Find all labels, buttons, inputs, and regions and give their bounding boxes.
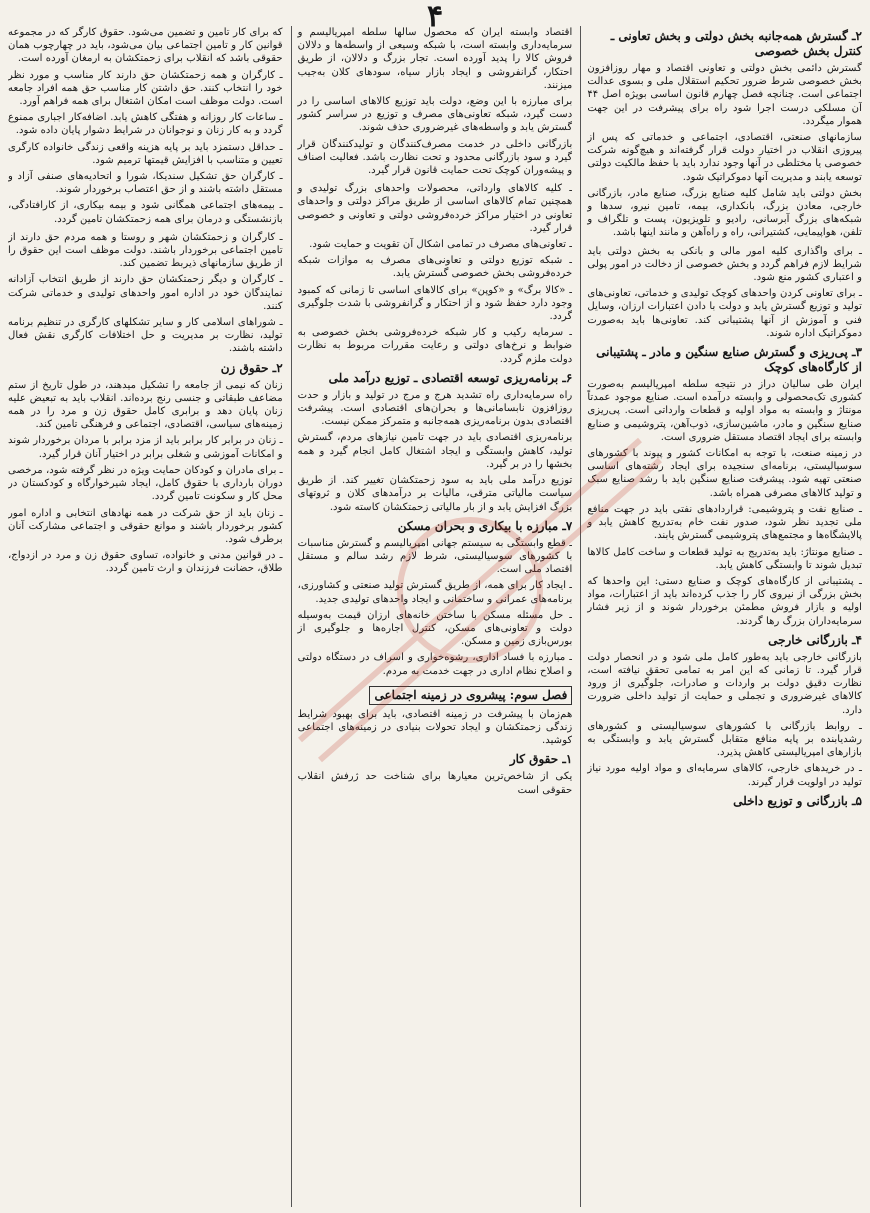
- article-section: [587, 794, 862, 809]
- paragraph: ایران طی سالیان دراز در نتیجه سلطه امپریالیسم به‌صورت کشوری تک‌محصولی و وابسته درآمده است. صنایع موجود عمدتاً مونتاژ و وابسته به مواد اولیه و قطعات وارداتی است. پی‌ریزی صنایع سنگین و مادر، ماشین‌سازی، ذوب‌آهن، پتروشیمی و صنایع وابسته برای ایجاد اقتصاد مستقل ضروری است.: [587, 379, 862, 443]
- paragraph: ـ زنان در برابر کار برابر باید از مزد برابر با مردان برخوردار شوند و امکانات آموزشی و شغلی برابر در اختیار آنان قرار گیرد.: [7, 435, 283, 460]
- paragraph: ـ برای مادران و کودکان حمایت ویژه در نظر گرفته شود، مرخصی دوران بارداری با حقوق کامل، ایجاد شیرخوارگاه و کودکستان در محل کار و سکونت تامین گردد.: [7, 464, 283, 503]
- section-heading: فصل سوم: پیشروی در زمینه اجتماعی: [369, 686, 572, 705]
- section-heading: ۳ـ پی‌ریزی و گسترش صنایع سنگین و مادر ـ پشتیبانی از کارگاه‌های کوچک: [596, 345, 862, 375]
- section-heading: ۶ـ برنامه‌ریزی توسعه اقتصادی ـ توزیع درآمد ملی: [328, 370, 573, 385]
- paragraph: ـ در قوانین مدنی و خانواده، تساوی حقوق زن و مرد در ازدواج، طلاق، حضانت فرزندان و ارث تامین گردد.: [7, 550, 283, 575]
- paragraph: ـ برای واگذاری کلیه امور مالی و بانکی به بخش دولتی باید شرایط لازم فراهم گردد و بخش خصوصی از دخالت در امور پولی و اعتباری کشور منع شود.: [587, 245, 862, 284]
- section-heading: ۷ـ مبارزه با بیکاری و بحران مسکن: [397, 518, 573, 533]
- article-section: [298, 519, 573, 678]
- paragraph: ـ مبارزه با فساد اداری، رشوه‌خواری و اسراف در دستگاه دولتی و اصلاح نظام اداری در جهت خدمت به مردم.: [297, 652, 573, 677]
- paragraph: ـ پشتیبانی از کارگاه‌های کوچک و صنایع دستی: این واحدها که بخش بزرگی از نیروی کار را جذب کرده‌اند باید از اعتبارات، مواد اولیه و بازار فروش مطمئن برخوردار شوند و از زیر فشار سرمایه‌داران بزرگ رها گردند.: [587, 575, 862, 627]
- paragraph: هم‌زمان با پیشرفت در زمینه اقتصادی، باید برای بهبود شرایط زندگی زحمتکشان و ایجاد تحولات بنیادی در زمینه‌های اجتماعی کوشید.: [297, 708, 573, 747]
- section-heading: ۵ـ بازرگانی و توزیع داخلی: [733, 793, 862, 808]
- text-column: [291, 26, 573, 1207]
- section-heading: ۱ـ حقوق کار: [509, 752, 573, 767]
- paragraph: ـ شبکه توزیع دولتی و تعاونی‌های مصرف به موازات شبکه خرده‌فروشی بخش خصوصی گسترش یابد.: [297, 255, 573, 280]
- paragraph: ـ صنایع نفت و پتروشیمی: قراردادهای نفتی باید در جهت منافع ملی تجدید نظر شود، صدور نفت خام به‌تدریج کاهش یابد و پالایشگاه‌ها و مجتمع‌های پتروشیمی گسترش یابند.: [587, 503, 862, 542]
- paragraph: توزیع درآمد ملی باید به سود زحمتکشان تغییر کند. از طریق سیاست مالیاتی مترقی، مالیات بر درآمدهای کلان و ثروتهای بزرگ افزایش یابد و از بار مالیاتی زحمتکشان کاسته شود.: [297, 475, 573, 513]
- article-section: [298, 371, 573, 514]
- article-section: [587, 245, 862, 340]
- paragraph: ـ کارگران و دیگر زحمتکشان حق دارند از طریق انتخاب آزادانه نمایندگان خود در اداره امور واحدهای تولیدی و خدماتی شرکت کنند.: [7, 274, 283, 312]
- text-column: [8, 26, 283, 1207]
- paragraph: گسترش دائمی بخش دولتی و تعاونی اقتصاد و مهار روزافزون بخش خصوصی شرط ضرور تحکیم استقلال ملی و بسوی عدالت اجتماعی است. چنانچه فصل چهارم قانون اساسی بویژه اصل ۴۴ آن مسلکی درست اجرا شود راه برای پیشرفت در این جهت هموار میگردد.: [587, 63, 862, 127]
- paragraph: در زمینه صنعت، با توجه به امکانات کشور و پیوند با کشورهای سوسیالیستی، برنامه‌ای سنجیده برای ایجاد رشته‌های اساسی صنعتی تهیه شود. پیشرفت صنایع سنگین باید با رشد صنایع سبک و تولید کالاهای مصرفی همراه باشد.: [587, 448, 862, 499]
- paragraph: که برای کار تامین و تضمین می‌شود. حقوق کارگر که در مجموعه قوانین کار و تامین اجتماعی بیان می‌شود، باید در چهارچوب همان حقوقی باشد که انقلاب برای زحمتکشان به ارمغان آورده است.: [7, 27, 283, 65]
- paragraph: ـ برای تعاونی کردن واحدهای کوچک تولیدی و خدماتی، تعاونی‌های تولید و توزیع گسترش یابد و دولت با دادن اعتبارات ارزان، وسایل فنی و آموزش از آنها پشتیبانی کند. تعاونی‌ها باید به‌صورت دموکراتیک اداره شوند.: [587, 288, 862, 339]
- paragraph: ـ کارگران و همه زحمتکشان حق دارند کار مناسب و مورد نظر خود را انتخاب کنند. حق داشتن کار مناسب حق همه افراد جامعه است. دولت موظف است امکان اشتغال برای همه فراهم آورد.: [7, 69, 283, 108]
- paragraph: راه سرمایه‌داری راه تشدید هرج و مرج در تولید و بازار و حدت روزافزون نابسامانی‌ها و بحران‌های اقتصادی است. پیشرفت اقتصادی بدون برنامه‌ریزی همه‌جانبه و متمرکز ممکن نیست.: [297, 389, 573, 428]
- paragraph: ـ صنایع مونتاژ: باید به‌تدریج به تولید قطعات و ساخت کامل کالاها تبدیل شوند تا وابستگی کاهش یابد.: [587, 546, 862, 571]
- paragraph: ـ بیمه‌های اجتماعی همگانی شود و بیمه بیکاری، از کارافتادگی، بازنشستگی و درمان برای همه زحمتکشان تامین گردد.: [7, 200, 283, 225]
- paragraph: ـ روابط بازرگانی با کشورهای سوسیالیستی و کشورهای رشدیابنده بر پایه منافع متقابل گسترش یابد و وابستگی به بازارهای امپریالیستی کاهش پذیرد.: [587, 720, 862, 759]
- paragraph: ـ زنان باید از حق شرکت در همه نهادهای انتخابی و اداره امور کشور برخوردار باشند و موانع حقوقی و اجتماعی مشارکت آنان برطرف شود.: [7, 507, 283, 545]
- paragraph: سازمانهای صنعتی، اقتصادی، اجتماعی و خدماتی که پس از پیروزی انقلاب در اختیار دولت قرار گرفته‌اند و هیچ‌گونه شرکت خصوصی یا مختلطی در آنها وجود ندارد باید با حفظ مالکیت دولتی توسعه یابند و مدیریت آنها دموکراتیک شود.: [587, 132, 862, 183]
- paragraph: ـ در خریدهای خارجی، کالاهای سرمایه‌ای و مواد اولیه مورد نیاز تولید در اولویت قرار گیرند.: [587, 763, 862, 788]
- paragraph: بازرگانی داخلی در خدمت مصرف‌کنندگان و تولیدکنندگان قرار گیرد و سود بازرگانی محدود و تحت نظارت باشد. فعالیت اصناف و پیشه‌وران کوچک تحت حمایت قانون قرار گیرد.: [297, 138, 573, 177]
- paragraph: ـ «کالا برگ» و «کوپن» برای کالاهای اساسی تا زمانی که کمبود وجود دارد حفظ شود و از احتکار و گرانفروشی با شدت جلوگیری گردد.: [297, 284, 573, 323]
- paragraph: زنان که نیمی از جامعه را تشکیل میدهند، در طول تاریخ از ستم مضاعف طبقاتی و جنسی رنج برده‌اند. انقلاب باید به تبعیض علیه زنان پایان دهد و برابری کامل حقوق زن و مرد را در همه زمینه‌های سیاسی، اقتصادی، اجتماعی و فرهنگی تامین کند.: [7, 379, 283, 431]
- paragraph: ـ حل مسئله مسکن با ساختن خانه‌های ارزان قیمت به‌وسیله دولت و تعاونی‌های مسکن، کنترل اجاره‌ها و جلوگیری از بورس‌بازی زمین و مسکن.: [297, 609, 573, 648]
- article-section: [587, 345, 862, 628]
- columns: [8, 26, 862, 1207]
- article-section: [587, 633, 862, 789]
- paragraph: ـ ساعات کار روزانه و هفتگی کاهش یابد. اضافه‌کار اجباری ممنوع گردد و به کار زنان و نوجوانان در شرایط دشوار پایان داده شود.: [7, 112, 283, 137]
- paragraph: ـ قطع وابستگی به سیستم جهانی امپریالیسم و گسترش مناسبات با کشورهای سوسیالیستی، شرط لازم رشد سالم و مستقل اقتصاد ملی است.: [297, 537, 573, 576]
- article-section: [298, 26, 573, 177]
- text-column: [580, 26, 862, 1207]
- paragraph: اقتصاد وابسته ایران که محصول سالها سلطه امپریالیسم و سرمایه‌داری وابسته است، با شبکه وسیعی از واسطه‌ها و دلالان فروش کالا را پدید آورده است. تجار بزرگ و دلالان، از طریق احتکار، گرانفروشی و ایجاد بازار سیاه، سودهای کلان به‌جیب میزنند.: [297, 27, 573, 91]
- paragraph: برای مبارزه با این وضع، دولت باید توزیع کالاهای اساسی را در دست گیرد، شبکه تعاونی‌های مصرف و توزیع در سراسر کشور گسترش یابد و واسطه‌های غیرضروری حذف شوند.: [297, 96, 573, 134]
- page-number: ۴: [426, 0, 444, 34]
- paragraph: ـ کارگران حق تشکیل سندیکا، شورا و اتحادیه‌های صنفی آزاد و مستقل داشته باشند و از حق اعتصاب برخوردار شوند.: [7, 171, 283, 196]
- article-section: [8, 231, 283, 356]
- section-heading: ۲ـ حقوق زن: [220, 360, 283, 375]
- paragraph: ـ شوراهای اسلامی کار و سایر تشکلهای کارگری در تنظیم برنامه تولید، نظارت بر مدیریت و حل اختلافات کارگری نقش فعال داشته باشند.: [7, 317, 283, 355]
- section-heading: ۴ـ بازرگانی خارجی: [768, 632, 862, 647]
- section-heading: ۲ـ گسترش همه‌جانبه بخش دولتی و بخش تعاونی ـ کنترل بخش خصوصی: [610, 29, 862, 58]
- paragraph: ـ کلیه کالاهای وارداتی، محصولات واحدهای بزرگ تولیدی و همچنین تمام کالاهای اساسی از طریق مراکز دولتی و واحدهای تعاونی در اختیار مراکز خرده‌فروشی دولتی و تعاونی و خصوصی قرار گیرد.: [297, 183, 573, 234]
- paragraph: یکی از شاخص‌ترین معیارها برای شناخت حد ژرفش انقلاب حقوقی است: [297, 771, 573, 796]
- article-section: [8, 361, 283, 576]
- article-section: [298, 752, 573, 796]
- paragraph: ـ حداقل دستمزد باید بر پایه هزینه واقعی زندگی خانواده کارگری تعیین و متناسب با افزایش قیمتها ترمیم شود.: [7, 141, 283, 166]
- paragraph: ـ کارگران و زحمتکشان شهر و روستا و همه مردم حق دارند از تامین اجتماعی برخوردار باشند. دولت موظف است این حقوق را از طریق سازمانهای ذیربط تضمین کند.: [7, 231, 283, 270]
- paragraph: ـ تعاونی‌های مصرف در تمامی اشکال آن تقویت و حمایت شود.: [309, 239, 573, 251]
- article-section: [298, 683, 573, 748]
- article-section: [298, 182, 573, 366]
- paragraph: بازرگانی خارجی باید به‌طور کامل ملی شود و در انحصار دولت قرار گیرد. تا زمانی که این امر به تمامی تحقق نیافته است، نظارت دقیق دولت بر واردات و صادرات، جلوگیری از ورود کالاهای غیرضروری و تجملی و حمایت از تولید داخلی ضرورت دارد.: [587, 651, 862, 716]
- article-section: [587, 29, 862, 240]
- paragraph: ـ سرمایه رکیب و کار شبکه خرده‌فروشی بخش خصوصی به ضوابط و نرخ‌های دولتی و رعایت مقررات مربوط به نظارت دولت ملزم گردد.: [297, 327, 573, 365]
- paragraph: ـ ایجاد کار برای همه، از طریق گسترش تولید صنعتی و کشاورزی، برنامه‌های عمرانی و ساختمانی و ایجاد واحدهای تولیدی جدید.: [297, 580, 573, 605]
- paragraph: برنامه‌ریزی اقتصادی باید در جهت تامین نیازهای مردم، گسترش تولید، کاهش وابستگی و ایجاد اشتغال کامل انجام گیرد و همه بخشها را در بر گیرد.: [297, 432, 573, 470]
- paragraph: بخش دولتی باید شامل کلیه صنایع بزرگ، صنایع مادر، بازرگانی خارجی، معادن بزرگ، بانکداری، بیمه، تامین نیرو، سدها و شبکه‌های بزرگ آبرسانی، رادیو و تلویزیون، پست و تلگراف و تلفن، هواپیمایی، کشتیرانی، راه و راه‌آهن و مانند اینها باشد.: [587, 187, 862, 239]
- article-section: [8, 26, 283, 226]
